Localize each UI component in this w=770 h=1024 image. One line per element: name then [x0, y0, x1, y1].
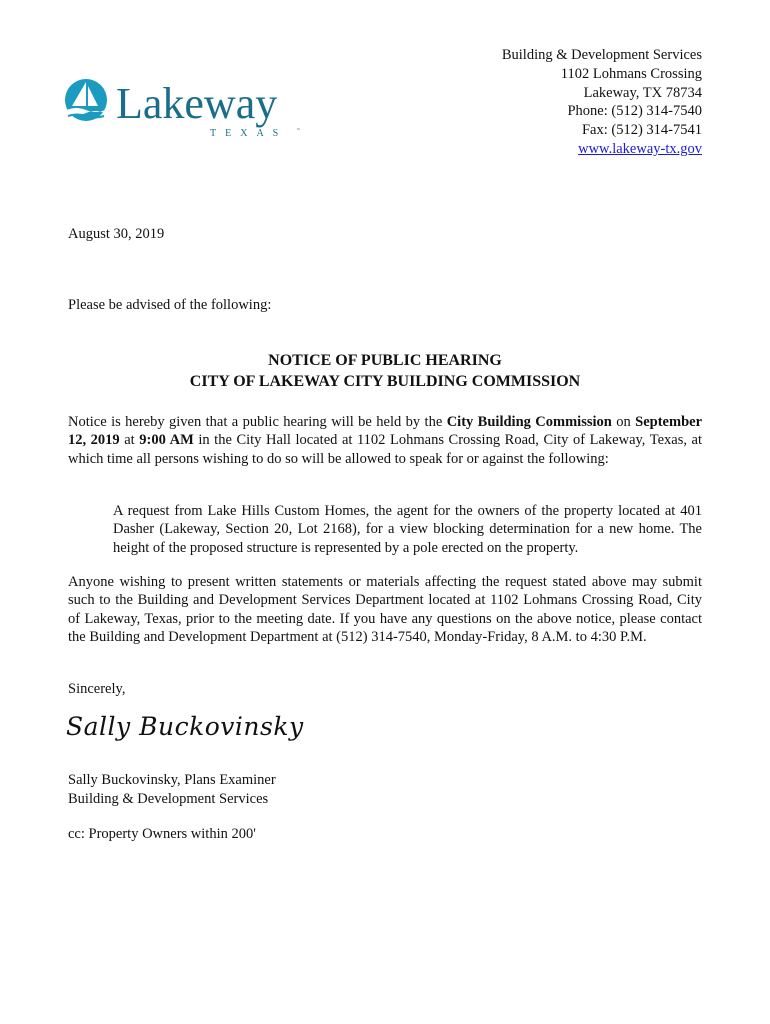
notice-text: in the City Hall located at 1102 Lohmans Crossing Road, City of Lakeway, Texas, at which time all persons wishing to do so will be allowed to speak for or against the following: — [68, 432, 702, 467]
notice-text: at — [119, 432, 140, 449]
hearing-date: September 12, 2019 — [68, 414, 702, 449]
lakeway-logo — [64, 76, 314, 138]
logo-trademark: ™ — [296, 128, 301, 134]
request-paragraph: A request from Lake Hills Custom Homes, the agent for the owners of the property located at 401 Dasher (Lakeway, Section 20, Lot 2168), for a view blocking determination for a new home. The height of the proposed structure is represented by a pole erected on the property. — [113, 503, 702, 556]
handwritten-signature: Sally Buckovinsky — [66, 712, 304, 741]
signer-department: Building & Development Services — [68, 791, 269, 807]
logo-subtext: TEXAS — [210, 128, 288, 138]
sailboat-icon — [65, 79, 107, 121]
notice-title — [68, 350, 702, 392]
hearing-time: 9:00 AM — [139, 432, 194, 449]
title-line-2: CITY OF LAKEWAY CITY BUILDING COMMISSION — [189, 373, 581, 390]
department-address — [502, 46, 702, 159]
signer-block — [68, 771, 276, 809]
notice-text: Notice is hereby given that a public hearing will be held by the — [68, 414, 447, 430]
address-line: Building & Development Services — [501, 47, 702, 63]
signer-name-title: Sally Buckovinsky, Plans Examiner — [68, 772, 276, 788]
commission-name: City Building Commission — [446, 414, 612, 430]
phone-line: Phone: (512) 314-7540 — [567, 103, 702, 120]
website-link[interactable]: www.lakeway-tx.gov — [578, 140, 702, 157]
statement-paragraph: Anyone wishing to present written statements or materials affecting the request stated above may submit such to the Building and Development Services Department located at 1102 Lohmans Crossing Road, City of Lakeway, Texas, prior to the meeting date. If you have any questions on the above notice, please contact the Building and Development Department at (512) 314-7540, Monday-Friday, 8 A.M. to 4:30 P.M. — [68, 574, 702, 645]
notice-text: on — [611, 414, 636, 430]
logo-wordmark: Lakeway — [116, 79, 278, 128]
notice-paragraph — [68, 413, 702, 468]
address-line: 1102 Lohmans Crossing — [560, 65, 702, 82]
intro-line: Please be advised of the following: — [68, 297, 272, 313]
letter-date: August 30, 2019 — [68, 226, 165, 242]
cc-line: cc: Property Owners within 200' — [68, 826, 256, 842]
address-line: Lakeway, TX 78734 — [583, 84, 702, 101]
title-line-1: NOTICE OF PUBLIC HEARING — [268, 352, 502, 369]
closing: Sincerely, — [68, 681, 126, 697]
fax-line: Fax: (512) 314-7541 — [581, 122, 702, 139]
